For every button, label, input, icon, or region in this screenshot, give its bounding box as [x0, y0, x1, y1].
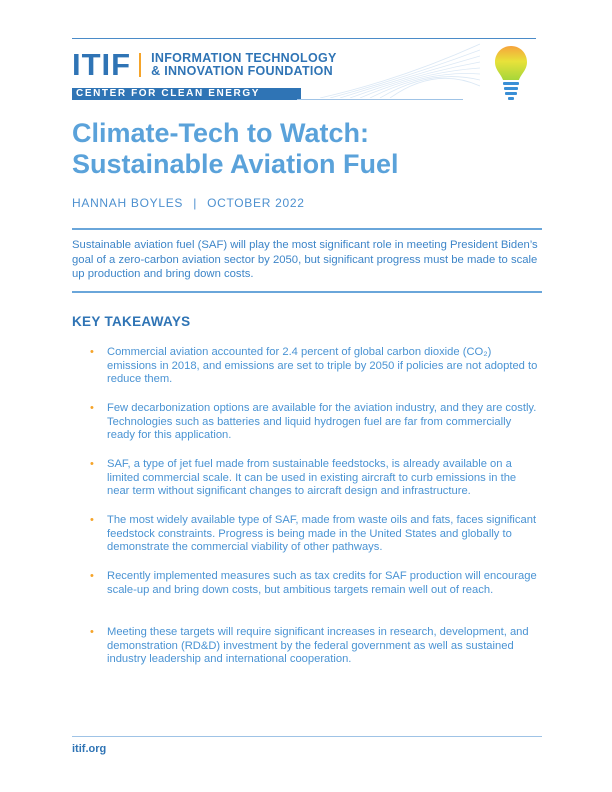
bullet-icon: • — [90, 346, 94, 358]
byline-separator: | — [193, 196, 198, 210]
takeaway-text: The most widely available type of SAF, made from waste oils and fats, faces significant feedstock constraints. Progress is being made in the United States and globally to demonstrate the commercial viability of other pathways. — [107, 514, 537, 553]
lightbulb-icon — [493, 44, 529, 104]
key-takeaways-heading: KEY TAKEAWAYS — [72, 314, 191, 329]
bullet-icon: • — [90, 514, 94, 526]
summary-bottom-rule — [72, 291, 542, 293]
takeaway-text: Meeting these targets will require significant increases in research, development, and demonstration (RD&D) investment by the federal government as well as sustained industry leadership and international cooperation. — [107, 626, 529, 665]
takeaway-item — [90, 346, 540, 387]
logo-name-line-2: & INNOVATION FOUNDATION — [151, 64, 333, 78]
logo-separator — [139, 53, 141, 77]
takeaway-item — [90, 626, 540, 667]
summary-paragraph: Sustainable aviation fuel (SAF) will play the most significant role in meeting President Biden’s goal of a zero-carbon aviation sector by 2050, but significant progress must be made to scale up production and bring down costs. — [72, 239, 538, 280]
key-takeaways-list — [90, 346, 540, 682]
takeaway-item — [90, 402, 540, 443]
summary-top-rule — [72, 228, 542, 230]
author-name: HANNAH BOYLES — [72, 196, 184, 210]
title-line-2: Sustainable Aviation Fuel — [72, 149, 399, 179]
footer-link[interactable]: itif.org — [72, 743, 107, 755]
itif-logo[interactable] — [72, 47, 337, 82]
byline — [72, 196, 305, 210]
header-top-rule — [72, 38, 536, 39]
banner-rule — [297, 99, 463, 100]
takeaway-text: SAF, a type of jet fuel made from sustainable feedstocks, is already available on a limited commercial scale. It can be used in existing aircraft to curb emissions in the near term without significant changes to aircraft design and infrastructure. — [107, 458, 517, 497]
takeaway-item — [90, 514, 540, 555]
bullet-icon: • — [90, 570, 94, 582]
decorative-lines — [320, 40, 480, 98]
bullet-icon: • — [90, 402, 94, 414]
logo-full-name — [151, 52, 337, 78]
center-banner: CENTER FOR CLEAN ENERGY INNOVATION — [72, 88, 301, 100]
takeaway-item — [90, 458, 540, 499]
takeaway-text: Recently implemented measures such as tax credits for SAF production will encourage scale-up and bring down costs, but ambitious targets remain well out of reach. — [107, 570, 537, 596]
takeaway-text: Commercial aviation accounted for 2.4 percent of global carbon dioxide (CO₂) emissions in 2018, and emissions are set to triple by 2050 if policies are not adopted to reduce them. — [107, 346, 538, 385]
logo-name-line-1: INFORMATION TECHNOLOGY — [151, 51, 337, 65]
logo-short-name: ITIF — [72, 47, 132, 82]
page-title — [72, 118, 542, 180]
footer-rule — [72, 736, 542, 737]
publication-date: OCTOBER 2022 — [207, 196, 305, 210]
bullet-icon: • — [90, 458, 94, 470]
bullet-icon: • — [90, 626, 94, 638]
takeaway-item — [90, 570, 540, 611]
title-line-1: Climate-Tech to Watch: — [72, 118, 370, 148]
takeaway-text: Few decarbonization options are available for the aviation industry, and they are costly. Technologies such as batteries and liquid hydrogen fuel are far from commercially ready for this application. — [107, 402, 537, 441]
